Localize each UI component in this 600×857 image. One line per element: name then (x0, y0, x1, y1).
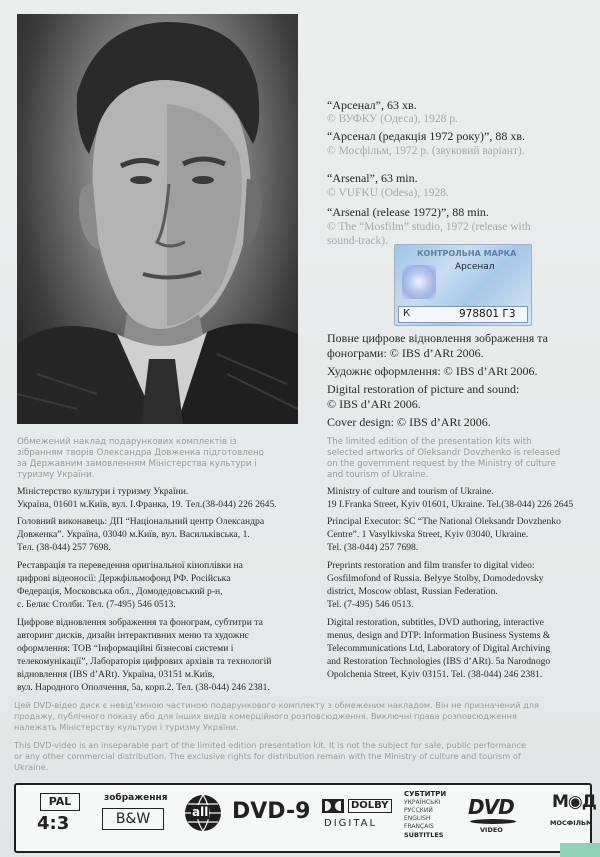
stamp-number-box (398, 306, 528, 323)
film-credit-ua-1972: © Мосфільм, 1972 р. (звуковий варіант). (327, 145, 525, 157)
mosfilm-name: МОСФІЛЬМ (550, 819, 593, 827)
region-logo (183, 793, 223, 833)
digital-label: DIGITAL (324, 818, 378, 829)
info-ua-restoration-1: Реставрація та переведення оригінальної кіноплівки на (17, 560, 243, 571)
corner-tab (560, 843, 600, 857)
info-ua-digital-5: відновлення (IBS d’ARt). Україна, 03151 м.Київ, (17, 669, 215, 680)
subtitle-lang-en: ENGLISH (404, 815, 431, 822)
info-en-digital-5: Opolchenia Street, Kyiv 03151. Tel. (38-044) 246 2381. (327, 669, 543, 680)
credit-restoration-ua-2: фонограми: © IBS d’ARt 2006. (327, 346, 484, 360)
info-en-ministry-2: 19 I.Franka Street, Kyiv 01601, Ukraine. Tel.(38-044) 226 2645 (327, 499, 574, 510)
disclaimer-ua-line-2: продажу, публічного показу або для інших видів комерційного розповсюдження. Виключні права розповсюдження (14, 711, 517, 721)
notice-ua-line-1: Обмежений наклад подарункових комплектів із (17, 437, 237, 447)
info-ua-restoration-3: Федерація, Московська обл., Домодедовський р-н, (17, 586, 223, 597)
dvd-video-logo (466, 793, 524, 837)
info-en-preprints-2: Gosfilmofond of Russia. Belyye Stolby, Domodedovsky (327, 573, 544, 584)
stamp-film-name: Арсенал (455, 262, 495, 272)
notice-ua-line-2: зібранням творів Олександра Довженка підготовлено (17, 448, 264, 458)
aspect-ratio: 4:3 (37, 813, 70, 834)
film-title-en-1972: “Arsenal (release 1972)”, 88 min. (327, 205, 489, 219)
info-ua-executor-1: Головний виконавець: ДП “Національний центр Олександра (17, 516, 265, 527)
dolby-double-d-icon (322, 799, 344, 813)
format-logo (36, 793, 84, 837)
film-credit-ua: © ВУФКУ (Одеса), 1928 р. (327, 113, 458, 125)
info-ua-restoration-2: цифрові відеоносії: Держфільмофонд РФ. Російська (17, 573, 231, 584)
dvd-video-label: VIDEO (480, 826, 503, 834)
control-stamp (394, 244, 532, 326)
credit-restoration-en-1: Digital restoration of picture and sound: (327, 382, 520, 396)
info-en-preprints-4: Tel. (7-495) 546 0513. (327, 599, 414, 610)
subtitle-lang-ua: УКРАЇНСЬКІ (404, 799, 441, 806)
film-credit-en-1972-line2: sound-track). (327, 235, 388, 247)
disclaimer-ua-line-1: Цей DVD-відео диск є невід’ємною частиною подарункового комплекту з обмеженим накладом. Він не призначений для (14, 700, 539, 710)
notice-ua-line-3: за Державним замовленням Міністерства культури і (17, 459, 257, 469)
film-title-ua: “Арсенал”, 63 хв. (327, 98, 417, 112)
info-ua-restoration-4: с. Белиє Столби. Тел. (7-495) 546 0513. (17, 599, 176, 610)
credit-restoration-en-2: © IBS d’ARt 2006. (327, 397, 421, 411)
disclaimer-ua-line-3: належать Міністерству культури і туризму України. (14, 722, 239, 732)
info-en-executor-2: Centre”. 1 Vasylkivska Street, Kyiv 03040, Ukraine. (327, 529, 529, 540)
stamp-title: КОНТРОЛЬНА МАРКА (417, 249, 517, 258)
notice-ua-line-4: туризму України. (17, 470, 95, 480)
pal-badge: PAL (40, 793, 80, 811)
film-credit-en: © VUFKU (Odesa), 1928. (327, 187, 449, 199)
info-en-preprints-3: district, Moscow oblast, Russian Federation. (327, 586, 498, 597)
notice-en-line-2: selected artworks of Oleksandr Dovzhenko is released (327, 448, 561, 458)
info-ua-executor-3: Тел. (38-044) 257 7698. (17, 542, 111, 553)
info-ua-digital-6: вул. Народного Ополчення, 5а, корп.2. Тел. (38-044) 246 2381. (17, 682, 270, 693)
info-ua-digital-2: авторинг дисків, дизайн інтерактивних меню та художнє (17, 630, 249, 641)
stamp-letter: К (403, 308, 411, 319)
info-ua-ministry-2: Україна, 01601 м.Київ, вул. І.Франка, 19. Тел.(38-044) 226 2645. (17, 499, 277, 510)
info-en-ministry-1: Ministry of culture and tourism of Ukraine. (327, 486, 494, 497)
info-ua-digital-4: телекомунікації”, Лабораторія цифрових архівів та технологій (17, 656, 272, 667)
disc-icon (470, 819, 516, 824)
dvd-9-label: DVD-9 (232, 799, 311, 824)
info-en-digital-3: Telecommunications Ltd, Laboratory of Digital Archiving (327, 643, 551, 654)
info-en-digital-4: and Restoration Technologies (IBS d’ARt). 5a Narodnogo (327, 656, 551, 667)
info-ua-digital-3: оформлення: ТОВ “Інформаційні бізнесові системи і (17, 643, 234, 654)
info-ua-ministry-1: Міністерство культури і туризму України. (17, 486, 189, 497)
disclaimer-en-line-3: Ukraine. (14, 762, 49, 772)
film-title-ua-1972: “Арсенал (редакція 1972 року)”, 88 хв. (327, 129, 525, 143)
stamp-number: 978801 Г3 (459, 308, 516, 320)
credit-design-en: Cover design: © IBS d’ARt 2006. (327, 415, 491, 429)
image-label: зображення (104, 793, 168, 803)
mosfilm-logo (550, 790, 596, 846)
credit-restoration-ua-1: Повне цифрове відновлення зображення та (327, 331, 548, 345)
subtitles-label-en: SUBTITLES (404, 831, 444, 839)
info-ua-executor-2: Довженка”. Україна, 03040 м.Київ, вул. Васильківська, 1. (17, 529, 250, 540)
region-label: all (192, 805, 209, 819)
dvd-logo-text: DVD (468, 795, 514, 819)
color-logo (96, 791, 174, 839)
subtitles-logo (402, 790, 454, 846)
notice-en-line-4: and tourism of Ukraine. (327, 470, 429, 480)
info-ua-digital-1: Цифрове відновлення зображення та фонограм, субтитри та (17, 617, 263, 628)
info-en-digital-2: menus, design and DTP: Information Business Systems & (327, 630, 551, 641)
info-en-digital-1: Digital restoration, subtitles, DVD authoring, interactive (327, 617, 544, 628)
notice-en-line-3: on the government request by the Ministry of culture (327, 459, 556, 469)
subtitle-lang-fr: FRANÇAIS (404, 823, 434, 830)
subtitles-title: СУБТИТРИ (404, 790, 447, 798)
dolby-logo (322, 799, 390, 833)
info-en-preprints-1: Preprints restoration and film transfer to digital video: (327, 560, 535, 571)
film-title-en: “Arsenal”, 63 min. (327, 171, 418, 185)
disclaimer-en-line-2: or any other commercial distribution. The exclusive rights for distribution remain with the Ministry of culture and tourism of (14, 751, 521, 761)
subtitle-lang-ru: РУССКИЙ (404, 807, 433, 814)
dolby-label: DOLBY (348, 799, 392, 813)
hologram-icon (402, 265, 436, 299)
film-credit-en-1972-line1: © The “Mosfilm” studio, 1972 (release with (327, 221, 531, 233)
director-portrait (17, 14, 298, 424)
mosfilm-emblem: М◉Д (552, 792, 596, 812)
notice-en-line-1: The limited edition of the presentation kits with (327, 437, 532, 447)
bw-badge: B&W (102, 808, 164, 830)
info-en-executor-1: Principal Executor: SC “The National Oleksandr Dovzhenko (327, 516, 561, 527)
specs-bar (14, 783, 596, 853)
disclaimer-en-line-1: This DVD-video is an inseparable part of the limited edition presentation kit. It is not the subject for sale, public performance (14, 740, 526, 750)
info-en-executor-3: Tel. (38-044) 257 7698. (327, 542, 419, 553)
credit-design-ua: Художнє оформлення: © IBS d’ARt 2006. (327, 364, 538, 378)
